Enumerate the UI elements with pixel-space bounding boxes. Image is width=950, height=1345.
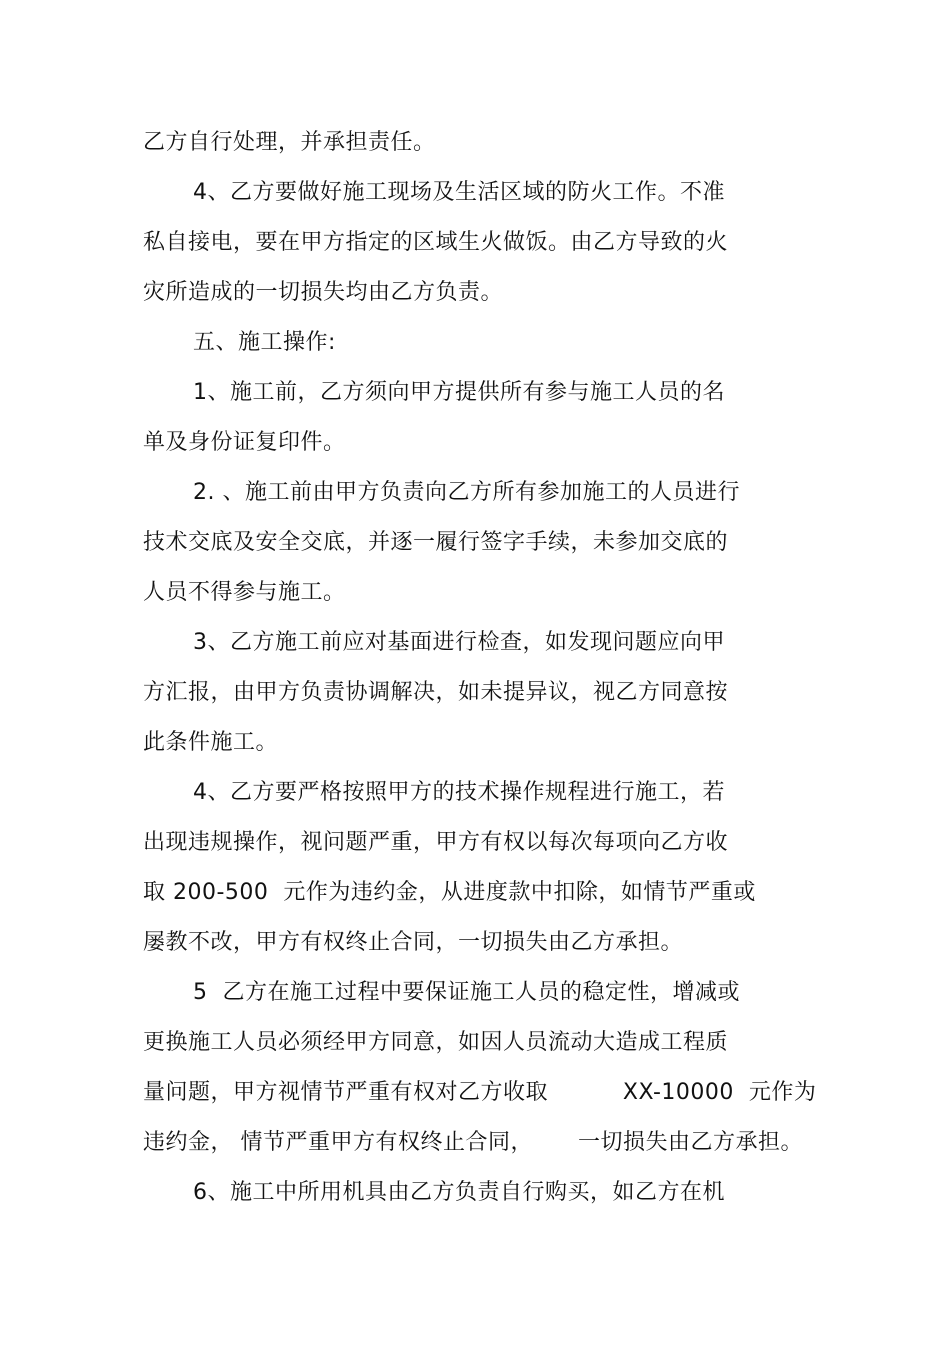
text-line: 人员不得参与施工。 xyxy=(143,580,346,605)
text-line: 乙方自行处理，并承担责任。 xyxy=(143,130,436,155)
section-heading: 五、施工操作: xyxy=(193,330,336,355)
text-line: 4、乙方要做好施工现场及生活区域的防火工作。不准 xyxy=(193,180,725,205)
text-line: 违约金， 情节严重甲方有权终止合同， 一切损失由乙方承担。 xyxy=(143,1130,803,1155)
text-line: 取 200-500 元作为违约金，从进度款中扣除，如情节严重或 xyxy=(143,880,756,905)
text-line: 单及身份证复印件。 xyxy=(143,430,346,455)
text-line: 方汇报，由甲方负责协调解决，如未提异议，视乙方同意按 xyxy=(143,680,729,705)
text-line: 2. 、施工前由甲方负责向乙方所有参加施工的人员进行 xyxy=(193,480,740,505)
text-line: 此条件施工。 xyxy=(143,730,279,755)
text-line: 私自接电，要在甲方指定的区域生火做饭。由乙方导致的火 xyxy=(143,230,729,255)
text-line: 1、施工前，乙方须向甲方提供所有参与施工人员的名 xyxy=(193,380,725,405)
text-line: 屡教不改，甲方有权终止合同，一切损失由乙方承担。 xyxy=(143,930,684,955)
text-line: 3、乙方施工前应对基面进行检查，如发现问题应向甲 xyxy=(193,630,725,655)
text-line: 出现违规操作，视问题严重，甲方有权以每次每项向乙方收 xyxy=(143,830,729,855)
text-line: 5 乙方在施工过程中要保证施工人员的稳定性，增减或 xyxy=(193,980,740,1005)
text-line: 灾所造成的一切损失均由乙方负责。 xyxy=(143,280,504,305)
text-line: 量问题，甲方视情节严重有权对乙方收取 XX-10000 元作为 xyxy=(143,1080,817,1105)
text-line: 更换施工人员必须经甲方同意，如因人员流动大造成工程质 xyxy=(143,1030,729,1055)
text-line: 技术交底及安全交底，并逐一履行签字手续，未参加交底的 xyxy=(143,530,729,555)
text-line: 4、乙方要严格按照甲方的技术操作规程进行施工，若 xyxy=(193,780,725,805)
text-line: 6、施工中所用机具由乙方负责自行购买，如乙方在机 xyxy=(193,1180,725,1205)
